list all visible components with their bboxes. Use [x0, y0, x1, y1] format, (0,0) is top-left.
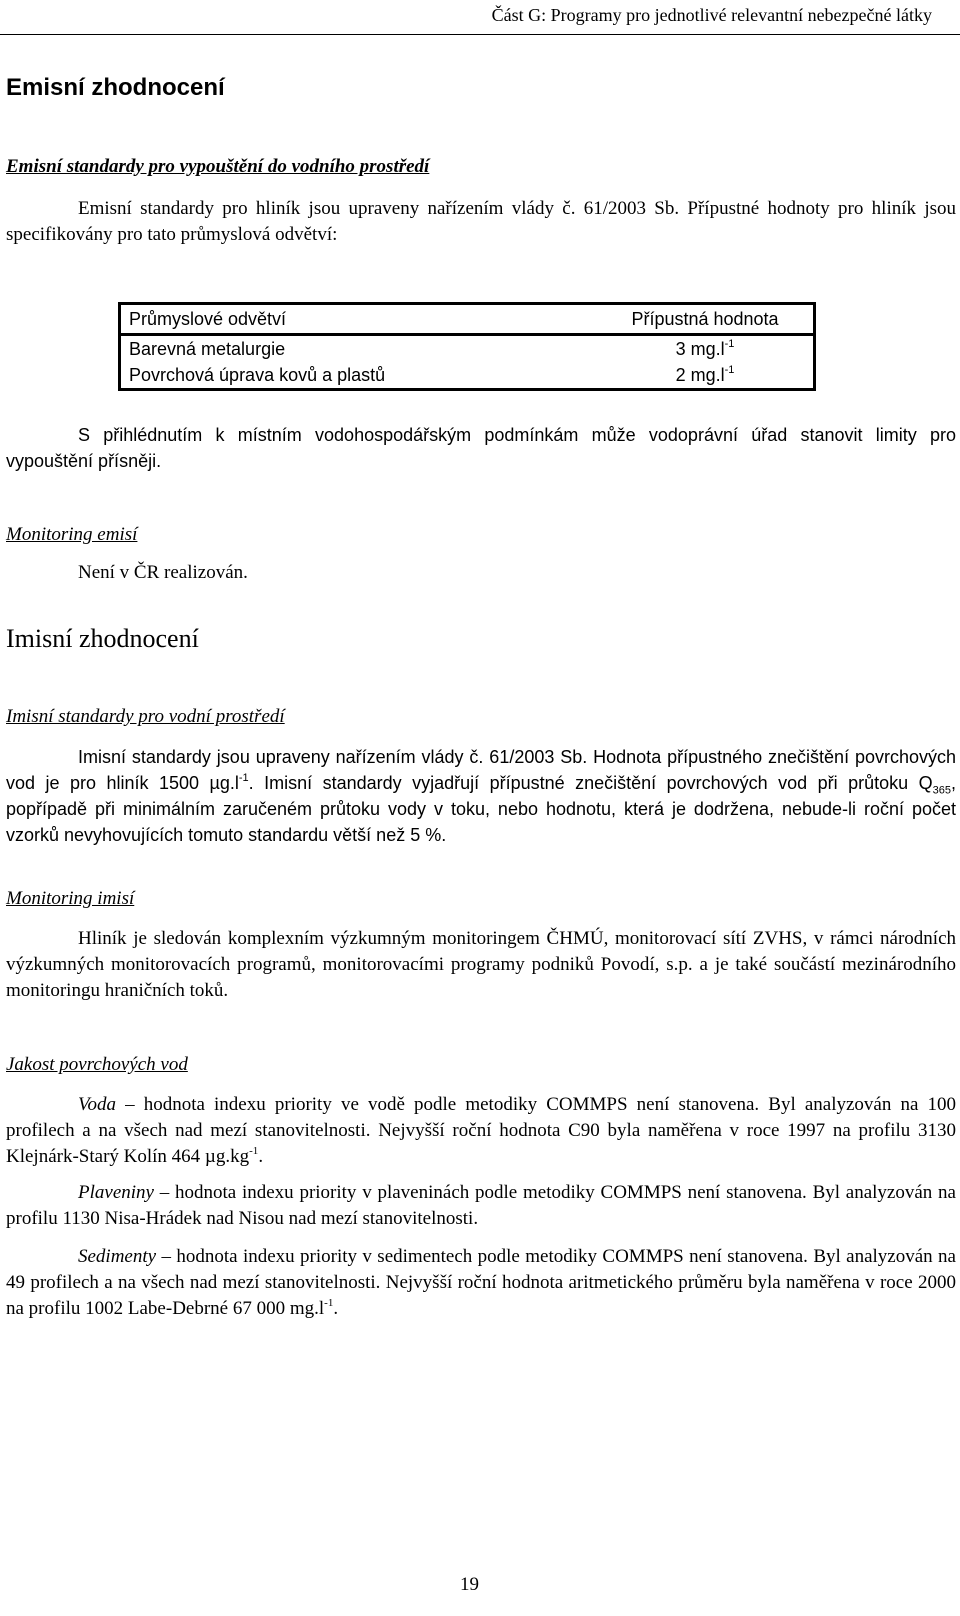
limit-exponent: -1 [724, 338, 735, 350]
voda-end: . [258, 1146, 264, 1167]
sector-cell: Povrchová úprava kovů a plastů [129, 365, 386, 385]
limit-exponent: -1 [724, 364, 735, 376]
running-header: Část G: Programy pro jednotlivé relevantní nebezpečné látky [491, 5, 932, 25]
vodopravni-text: S přihlédnutím k místním vodohospodářským podmínkám může vodoprávní úřad stanovit limity pro vypouštění přísněji. [6, 425, 956, 471]
table-row [120, 335, 815, 363]
monitoring-emisi-heading: Monitoring emisí [6, 524, 138, 545]
limit-cell [597, 335, 815, 363]
table-header-row [120, 304, 815, 335]
limit-cell [597, 362, 815, 390]
imisni-exponent: -1 [238, 772, 249, 784]
imisni-text-c: , popřípadě při minimálním zaručeném průtoku vody v toku, nebo hodnotu, která je dodržena, nebude-li roční počet vzorků nevyhovujících tomuto standardu větší než 5 %. [6, 773, 957, 845]
jakost-heading: Jakost povrchových vod [6, 1054, 188, 1075]
sedimenty-end: . [333, 1298, 339, 1319]
limits-table [118, 302, 816, 391]
sedimenty-text: – hodnota indexu priority v sedimentech podle metodiky COMMPS není stanovena. Byl analyzován na 49 profilech a na všech nad mezí stanovitelnosti. Nejvyšší roční hodnota aritmetického průměru byla naměřena v roce 2000 na profilu 1002 Labe-Debrné 67 000 mg.l [6, 1246, 956, 1319]
sedimenty-paragraph [6, 1244, 956, 1322]
emisni-standardy-text: Emisní standardy pro hliník jsou upraveny nařízením vlády č. 61/2003 Sb. Přípustné hodnoty pro hliník jsou specifikovány pro tato průmyslová odvětví: [6, 198, 956, 245]
imisni-text-a: Imisní standardy jsou upraveny nařízením vlády č. 61/2003 Sb. Hodnota přípustného znečištění povrchových vod je pro hliník 1500 µg.l [6, 747, 956, 793]
col-limit-header: Přípustná hodnota [597, 304, 815, 335]
voda-exponent: -1 [249, 1144, 259, 1157]
plaveniny-label: Plaveniny [78, 1182, 154, 1203]
sector-cell: Barevná metalurgie [129, 339, 286, 359]
monitoring-emisi-paragraph [6, 560, 956, 586]
emisni-heading: Emisní zhodnocení [6, 74, 225, 101]
imisni-standardy-heading: Imisní standardy pro vodní prostředí [6, 706, 285, 727]
sedimenty-label: Sedimenty [78, 1246, 157, 1267]
table-row [120, 362, 815, 390]
monitoring-imisi-heading: Monitoring imisí [6, 888, 135, 909]
imisni-subscript: 365 [932, 784, 951, 797]
voda-text: – hodnota indexu priority ve vodě podle metodiky COMMPS není stanovena. Byl analyzován na 100 profilech a na všech nad mezí stanovitelnosti. Nejvyšší roční hodnota C90 byla naměřena v roce 1997 na profilu 3130 Klejnárk-Starý Kolín 464 µg.kg [6, 1094, 956, 1167]
vodopravni-paragraph [6, 422, 956, 474]
monitoring-imisi-paragraph [6, 926, 956, 1004]
page-number: 19 [460, 1574, 479, 1595]
monitoring-imisi-text: Hliník je sledován komplexním výzkumným monitoringem ČHMÚ, monitorovací sítí ZVHS, v rámci národních výzkumných monitorovacích programů, monitorovacími programy podniků Povodí, s.p. a je také součástí mezinárodního monitoringu hraničních toků. [6, 928, 956, 1001]
header-rule [0, 34, 960, 35]
col-sector-header: Průmyslové odvětví [120, 304, 598, 335]
imisni-text-b: . Imisní standardy vyjadřují přípustné znečištění povrchových vod při průtoku Q [248, 773, 933, 793]
imisni-heading: Imisní zhodnocení [6, 624, 199, 653]
imisni-paragraph [6, 744, 956, 848]
sedimenty-exponent: -1 [324, 1296, 334, 1309]
plaveniny-text: – hodnota indexu priority v plaveninách podle metodiky COMMPS není stanovena. Byl analyzován na profilu 1130 Nisa-Hrádek nad Nisou nad mezí stanovitelnosti. [6, 1182, 956, 1229]
limit-value: 3 mg.l [675, 339, 725, 359]
voda-paragraph [6, 1092, 956, 1170]
voda-label: Voda [78, 1094, 116, 1115]
limit-value: 2 mg.l [675, 365, 725, 385]
plaveniny-paragraph [6, 1180, 956, 1232]
emisni-standardy-heading: Emisní standardy pro vypouštění do vodního prostředí [6, 156, 430, 177]
emisni-standardy-paragraph [6, 196, 956, 248]
monitoring-emisi-text: Není v ČR realizován. [78, 562, 248, 583]
